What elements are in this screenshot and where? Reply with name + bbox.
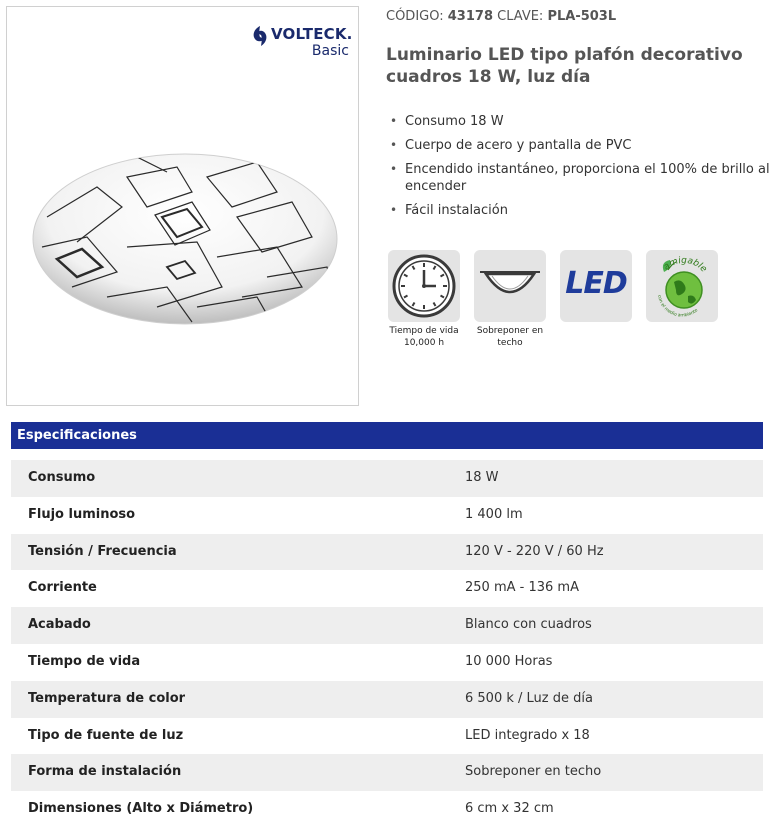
badge-mount-caption: Sobreponer en techo bbox=[476, 326, 544, 348]
spec-value: 6 500 k / Luz de día bbox=[465, 690, 593, 706]
table-row bbox=[11, 607, 763, 644]
spec-label: Corriente bbox=[28, 580, 97, 596]
badge-lifetime-caption: Tiempo de vida 10,000 h bbox=[389, 326, 459, 348]
table-row bbox=[11, 791, 763, 828]
spec-label: Tipo de fuente de luz bbox=[28, 727, 184, 743]
feature-list bbox=[390, 113, 770, 226]
spec-label: Forma de instalación bbox=[28, 764, 182, 780]
spec-value: LED integrado x 18 bbox=[465, 727, 590, 743]
spec-value: 120 V - 220 V / 60 Hz bbox=[465, 543, 604, 559]
table-row bbox=[11, 497, 763, 534]
clock-icon bbox=[388, 250, 460, 322]
table-row bbox=[11, 534, 763, 571]
led-icon: LED bbox=[565, 266, 627, 301]
badge-lifetime bbox=[388, 250, 460, 349]
specs-table bbox=[11, 460, 763, 828]
spec-value: 6 cm x 32 cm bbox=[465, 801, 554, 817]
key-label: CLAVE: bbox=[497, 9, 544, 24]
product-image-panel bbox=[6, 6, 359, 406]
eco-label-top: amigable bbox=[661, 255, 709, 275]
spec-label: Tensión / Frecuencia bbox=[28, 543, 177, 559]
spec-value: 10 000 Horas bbox=[465, 653, 553, 669]
feature-item: • Encendido instantáneo, proporciona el 100% de brillo al encender bbox=[390, 161, 770, 195]
product-title: Luminario LED tipo plafón decorativo cuadros 18 W, luz día bbox=[386, 45, 743, 87]
table-row bbox=[11, 570, 763, 607]
spec-value: Blanco con cuadros bbox=[465, 617, 592, 633]
brand-mark-icon bbox=[251, 25, 269, 47]
spec-label: Dimensiones (Alto x Diámetro) bbox=[28, 801, 254, 817]
globe-icon bbox=[646, 250, 718, 322]
eco-label-bottom: con el medio ambiente bbox=[656, 294, 700, 319]
badge-led bbox=[560, 250, 632, 322]
code-label: CÓDIGO: bbox=[386, 9, 444, 24]
spec-value: Sobreponer en techo bbox=[465, 764, 602, 780]
table-row bbox=[11, 754, 763, 791]
brand-logo bbox=[247, 17, 355, 61]
feature-item: • Consumo 18 W bbox=[390, 113, 770, 130]
spec-label: Tiempo de vida bbox=[28, 653, 141, 669]
spec-value: 250 mA - 136 mA bbox=[465, 580, 579, 596]
table-row bbox=[11, 718, 763, 755]
ceiling-lamp-image bbox=[27, 147, 342, 332]
product-codes bbox=[386, 9, 616, 24]
brand-name: VOLTECK. bbox=[271, 25, 353, 43]
product-code: 43178 bbox=[447, 9, 493, 24]
table-row bbox=[11, 681, 763, 718]
feature-item: • Fácil instalación bbox=[390, 202, 770, 219]
ceiling-mount-icon bbox=[474, 250, 546, 322]
feature-item: • Cuerpo de acero y pantalla de PVC bbox=[390, 137, 770, 154]
badge-mount bbox=[474, 250, 546, 349]
spec-label: Acabado bbox=[28, 617, 91, 633]
specs-header bbox=[11, 422, 763, 449]
spec-value: 18 W bbox=[465, 470, 499, 485]
spec-label: Consumo bbox=[28, 470, 96, 485]
specs-title: Especificaciones bbox=[17, 428, 137, 443]
product-key: PLA-503L bbox=[547, 9, 617, 24]
spec-value: 1 400 lm bbox=[465, 506, 523, 522]
badge-eco bbox=[646, 250, 718, 322]
spec-label: Flujo luminoso bbox=[28, 506, 136, 522]
table-row bbox=[11, 644, 763, 681]
table-row bbox=[11, 460, 763, 497]
brand-line: Basic bbox=[311, 43, 349, 59]
spec-label: Temperatura de color bbox=[28, 690, 186, 706]
